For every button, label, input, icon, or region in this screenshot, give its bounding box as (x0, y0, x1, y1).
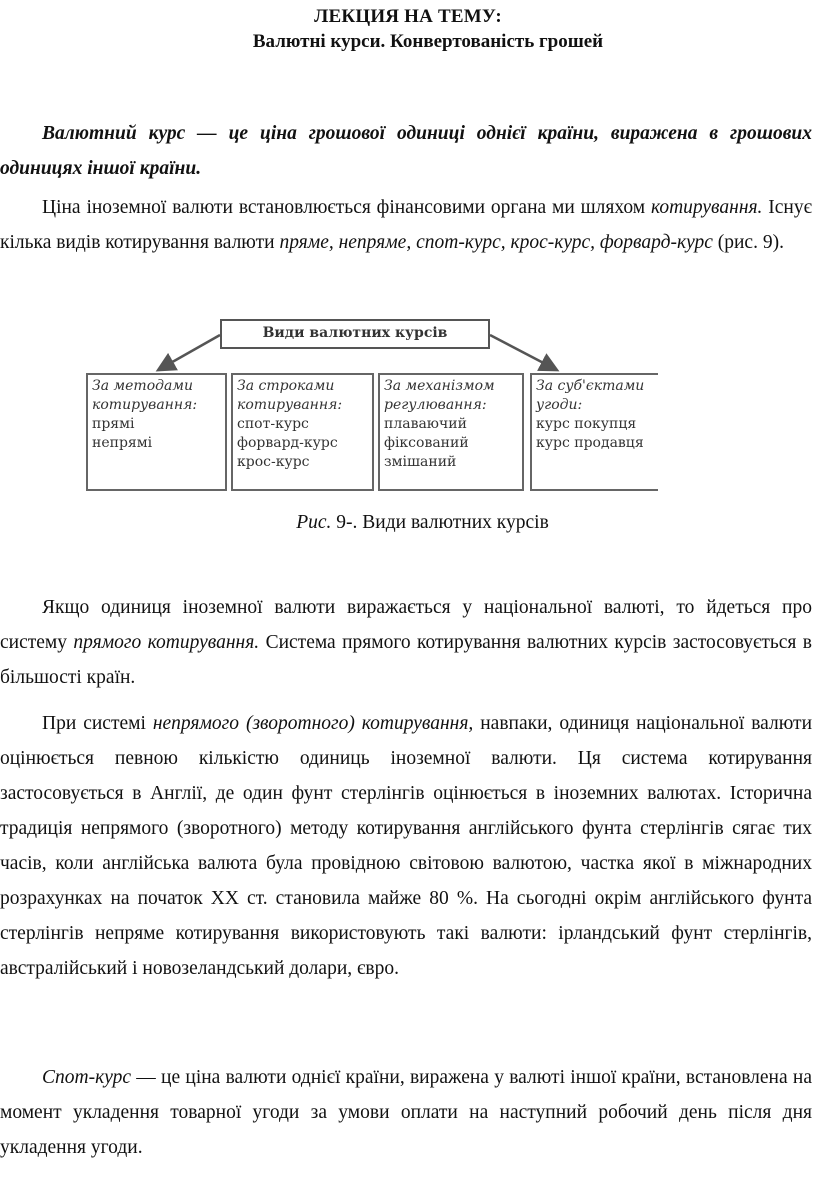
box-by-regulation-mechanism (378, 373, 524, 491)
box-item: прямі (92, 416, 135, 432)
indirect-text-1: При системі (42, 713, 153, 734)
box-item: спот-курс (237, 416, 309, 432)
figure-caption (0, 512, 816, 534)
box-heading-line: котирування: (237, 397, 343, 413)
lecture-subtitle: Валютні курси. Конвертованість грошей (252, 31, 604, 52)
box-heading-line: За строками (237, 378, 335, 394)
box-heading-line: За суб'єктами (536, 378, 645, 394)
box-item: форвард-курс (237, 435, 338, 451)
box-item: плаваючий (384, 416, 467, 432)
box-heading-line: За механізмом (384, 378, 495, 394)
lecture-title: ЛЕКЦИЯ НА ТЕМУ: (314, 6, 502, 27)
spot-rate-paragraph (0, 1060, 812, 1165)
arrow-right (490, 335, 555, 369)
indirect-quotation-paragraph (0, 706, 812, 986)
quotation-text-1: Ціна іноземної валюти встановлюється фінансовими органа ми шляхом (42, 197, 651, 218)
box-by-deal-subjects (530, 373, 658, 491)
direct-quotation-paragraph (0, 590, 812, 695)
direct-text-1: Якщо одиниця іноземної валюти виражається у національної валюті, то йдеться про систему (0, 597, 812, 653)
caption-text: 9-. Види валютних курсів (331, 512, 549, 533)
box-by-quotation-term (231, 373, 374, 491)
quotation-paragraph (0, 190, 812, 260)
caption-label: Рис. (296, 512, 332, 533)
box-item: курс продавця (536, 435, 644, 451)
box-heading-line: угоди: (536, 397, 583, 413)
quotation-text-3: (рис. 9). (712, 232, 784, 253)
currency-types-diagram (80, 313, 658, 493)
box-heading-line: регулювання: (384, 397, 487, 413)
quotation-term-1: котирування. (650, 197, 763, 218)
box-heading-line: За методами (92, 378, 193, 394)
arrow-left (160, 335, 220, 369)
indirect-text-2: навпаки, одиниця національної валюти оцінюється певною кількістю одиниць іноземної валюти. Ця система котирування застосовується в Англії, де один фунт стерлінгів оцінюється в іноземних валютах. Історична традиція непрямого (зворотного) методу котирування англійського фунта стерлінгів сягає тих часів, коли англійська валюта була провідною світовою валютою, частка якої в міжнародних розрахунках на початок ХХ ст. становила майже 80 %. На сьогодні окрім англійського фунта стерлінгів непряме котирування використовують такі валюти: ірландський фунт стерлінгів, австралійський і новозеландський долари, євро. (0, 713, 812, 979)
box-item: фіксований (384, 435, 469, 451)
quotation-text-2: Існує кілька видів котирування валюти (0, 197, 812, 253)
spot-term: Спот-курс (42, 1067, 132, 1088)
direct-term: прямого котирування. (73, 632, 260, 653)
box-heading-line: котирування: (92, 397, 198, 413)
box-item: крос-курс (237, 454, 310, 470)
direct-text-2: Система прямого котирування валютних курсів застосовується в більшості країн. (0, 632, 813, 688)
spot-text: — це ціна валюти однієї країни, виражена у валюті іншої країни, встановлена на момент укладення товарної угоди за умови оплати на наступний робочий день після дня укладення угоди. (0, 1067, 812, 1158)
quotation-term-2: пряме, непряме, спот-курс, крос-курс, форвард-курс (279, 232, 713, 253)
diagram-heading: Види валютних курсів (220, 319, 490, 349)
definition-paragraph: Валютний курс — це ціна грошової одиниці однієї країни, виражена в грошових одиницях іншої країни. (0, 123, 812, 179)
indirect-term: непрямого (зворотного) котирування, (152, 713, 474, 734)
box-item: курс покупця (536, 416, 637, 432)
box-item: непрямі (92, 435, 153, 451)
box-item: змішаний (384, 454, 457, 470)
box-by-quotation-method (86, 373, 227, 491)
